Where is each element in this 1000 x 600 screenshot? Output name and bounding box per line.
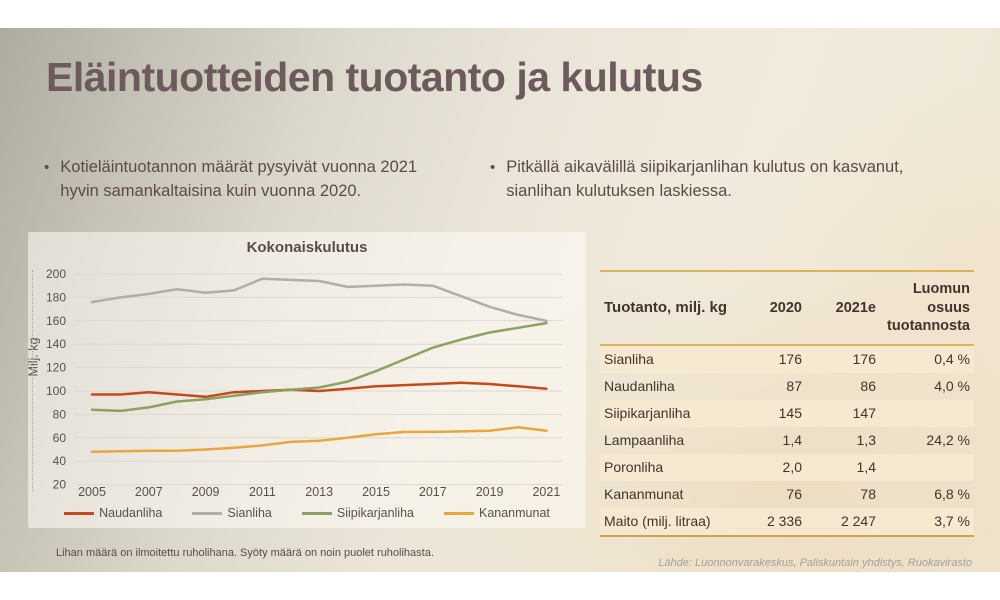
table-cell: Sianliha [604,351,654,368]
table-cell: 87 [786,378,802,395]
x-tick-label: 2015 [362,485,390,499]
bullet-text-2: Pitkällä aikavälillä siipikarjanlihan kulutus on kasvanut, sianlihan kulutuksen laskiessa. [506,158,904,200]
table-cell: 0,4 % [934,351,970,368]
y-tick-label: 60 [52,430,66,445]
table-cell: 2 336 [766,513,802,530]
table-cell: 1,4 [856,459,876,476]
table-cell: 24,2 % [926,432,970,449]
x-tick-label: 2011 [248,485,276,499]
table-row [600,427,974,454]
chart-legend [28,506,586,520]
legend-label: Siipikarjanliha [336,506,414,520]
table-cell: Lampaanliha [604,432,685,449]
series-line-kananmunat [92,427,546,452]
y-tick-label: 140 [45,337,66,352]
x-tick-label: 2021 [532,485,561,499]
table-row [600,400,974,427]
table-cell: Kananmunat [604,486,684,503]
table-cell: Siipikarjanliha [604,405,691,422]
table-cell: 176 [852,351,876,368]
bullet-item-2 [490,156,920,204]
chart-y-axis-label: Milj. kg [26,337,41,377]
table-cell: 147 [852,405,876,422]
bullet-item-1 [44,156,444,204]
table-row [600,481,974,508]
table-header-cell: Luomun osuus tuotannosta [887,281,970,335]
y-tick-label: 40 [52,454,66,469]
table-header-cell: 2021e [835,299,876,316]
y-tick-label: 20 [52,477,66,492]
table-cell: 2 247 [840,513,876,530]
table-cell: 2,0 [782,459,802,476]
y-tick-label: 100 [45,384,66,398]
table-cell: 1,4 [782,432,802,449]
table-cell: Naudanliha [604,378,675,395]
table-body [600,346,974,535]
table-cell: 78 [860,486,876,503]
chart-title: Kokonaiskulutus [246,239,368,256]
x-tick-label: 2005 [78,485,106,499]
legend-swatch-icon [302,512,332,515]
y-tick-label: 80 [52,407,66,422]
axis-decoration-dotted-line [32,270,33,492]
table-header-row [600,270,974,346]
table-header-cell: 2020 [769,299,802,316]
table-cell: Maito (milj. litraa) [604,513,711,530]
table-cell: 86 [860,378,876,395]
table-row [600,373,974,400]
legend-label: Kananmunat [478,506,550,520]
y-tick-label: 120 [45,360,66,375]
table-cell: 76 [786,486,802,503]
x-tick-label: 2013 [305,485,334,499]
table-cell: 145 [778,405,802,422]
y-tick-label: 160 [45,313,66,328]
table-cell: 1,3 [856,432,876,449]
footnote: Lihan määrä on ilmoitettu ruholihana. Syöty määrä on noin puolet ruholihasta. [56,547,434,559]
table-row [600,454,974,481]
bullet-text-1: Kotieläintuotannon määrät pysyivät vuonna 2021 hyvin samankaltaisina kuin vuonna 2020. [60,158,418,200]
slide [0,28,1000,572]
production-table [600,270,974,537]
table-cell: 176 [778,351,802,368]
line-chart-plot [28,258,586,506]
table-cell: 3,7 % [934,513,970,530]
legend-swatch-icon [444,512,474,515]
table-cell: 4,0 % [934,378,970,395]
x-tick-label: 2017 [418,485,447,499]
consumption-chart [28,232,586,528]
series-line-siipikarjanliha [92,323,546,411]
table-row [600,346,974,373]
legend-swatch-icon [192,512,222,515]
slide-title: Eläintuotteiden tuotanto ja kulutus [46,54,703,100]
legend-item [64,506,162,520]
y-tick-label: 200 [45,267,66,281]
x-tick-label: 2007 [134,485,163,499]
y-tick-label: 180 [45,290,66,305]
legend-swatch-icon [64,512,94,515]
x-tick-label: 2009 [191,485,220,499]
legend-item [444,506,550,520]
table-cell: 6,8 % [934,486,970,503]
table-header-cell: Tuotanto, milj. kg [604,299,728,317]
table-row [600,508,974,535]
series-line-sianliha [92,279,546,321]
series-line-naudanliha [92,383,546,397]
table-cell: Poronliha [604,459,664,476]
source-credit: Lähde: Luonnonvarakeskus, Paliskuntain yhdistys, Ruokavirasto [658,557,972,569]
bullet-icon: • [44,159,50,176]
x-tick-label: 2019 [475,485,504,499]
legend-label: Naudanliha [99,506,163,520]
legend-item [302,506,414,520]
legend-item [192,506,271,520]
bullet-icon: • [490,159,496,176]
legend-label: Sianliha [227,506,272,520]
